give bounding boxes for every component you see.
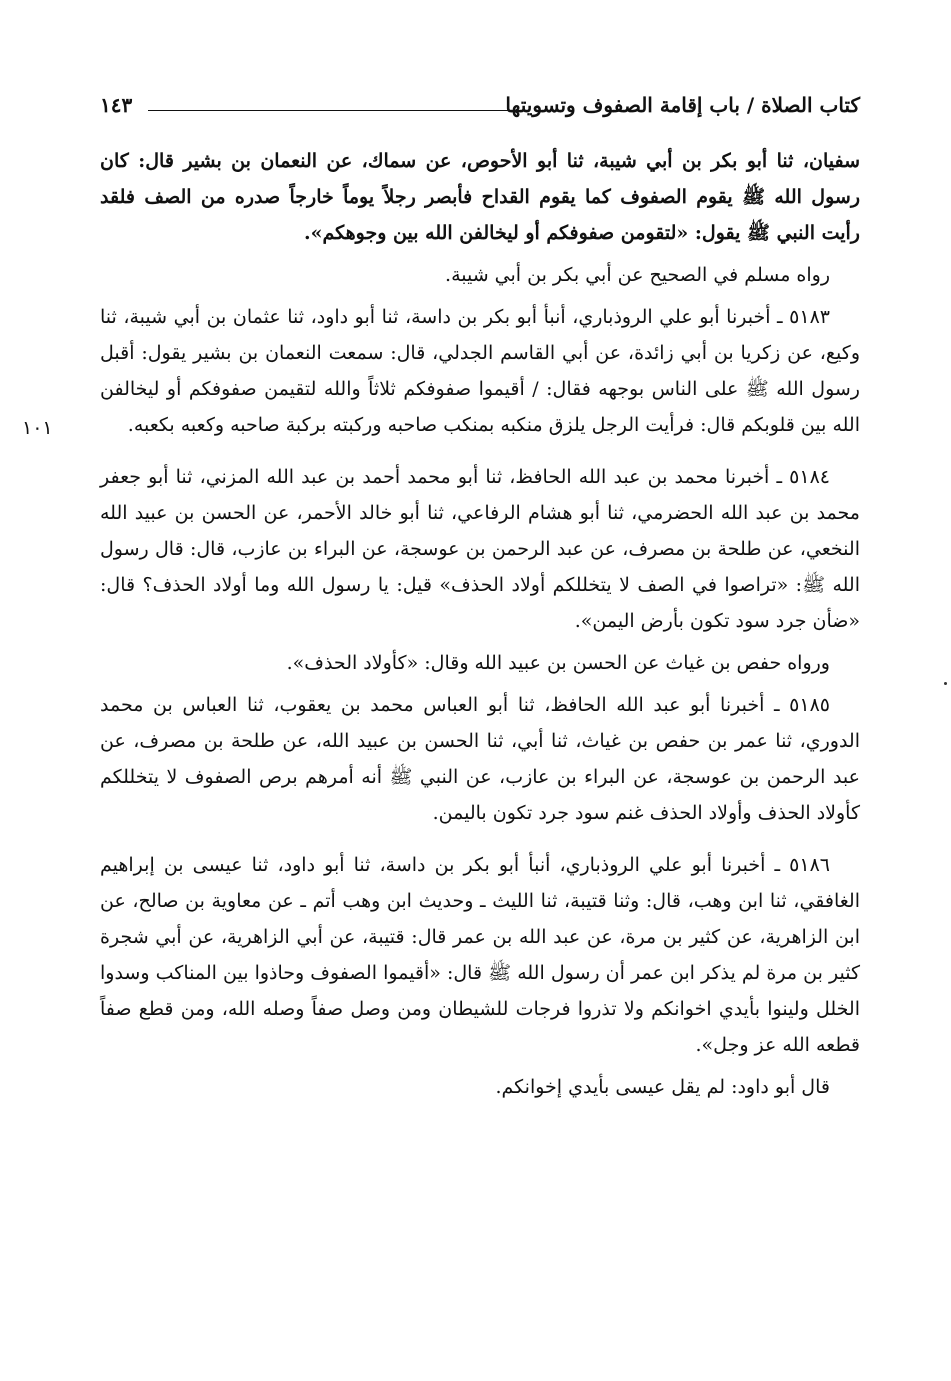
- paragraph-abu-dawud-note: قال أبو داود: لم يقل عيسى بأيدي إخوانكم.: [495, 1076, 830, 1098]
- page-header: [100, 88, 860, 122]
- page-number: ١٤٣: [100, 93, 133, 117]
- running-title: كتاب الصلاة / باب إقامة الصفوف وتسويتها: [505, 93, 860, 117]
- paragraph-continuation: سفيان، ثنا أبو بكر بن أبي شيبة، ثنا أبو الأحوص، عن سماك، عن النعمان بن بشير قال: كان رسول الله ﷺ يقوم الصفوف كما يقوم القداح فأبصر رجلاً يوماً خارجاً صدره من الصف فلقد رأيت النبي ﷺ يقول: «لتقومن صفوفكم أو ليخالفن الله بين وجوهكم».: [100, 150, 860, 244]
- paragraph-hadith-5186: ٥١٨٦ ـ أخبرنا أبو علي الروذباري، أنبأ أبو بكر بن داسة، ثنا أبو داود، ثنا عيسى بن إبراهيم الغافقي، ثنا ابن وهب، قال: وثنا قتيبة، ثنا الليث ـ وحديث ابن وهب أتم ـ عن معاوية بن صالح، عن ابن الزاهرية، عن كثير بن مرة، عن عبد الله بن عمر قال: قتيبة، عن أبي الزاهرية، عن أبي شجرة كثير بن مرة لم يذكر ابن عمر أن رسول الله ﷺ قال: «أقيموا الصفوف وحاذوا بين المناكب وسدوا الخلل ولينوا بأيدي اخوانكم ولا تذروا فرجات للشيطان ومن وصل صفاً وصله الله، ومن قطع صفاً قطعه الله عز وجل».: [100, 854, 860, 1056]
- paragraph-hadith-5185: ٥١٨٥ ـ أخبرنا أبو عبد الله الحافظ، ثنا أبو العباس محمد بن يعقوب، ثنا العباس بن محمد الدوري، ثنا عمر بن حفص بن غياث، ثنا أبي، ثنا الحسن بن عبيد الله، عن طلحة بن مصرف، عن عبد الرحمن بن عوسجة، عن البراء بن عازب، عن النبي ﷺ أنه أمرهم برص الصفوف لا يتخللكم كأولاد الحذف وأولاد الحذف غنم سود جرد تكون باليمن.: [100, 694, 860, 824]
- paragraph-riwayah-hafs: ورواه حفص بن غياث عن الحسن بن عبيد الله وقال: «كأولاد الحذف».: [286, 652, 830, 674]
- paragraph-hadith-5184: ٥١٨٤ ـ أخبرنا محمد بن عبد الله الحافظ، ثنا أبو محمد أحمد بن عبد الله المزني، ثنا أبو جعفر محمد بن عبد الله الحضرمي، ثنا أبو هشام الرفاعي، ثنا أبو خالد الأحمر، عن الحسن بن عبيد الله النخعي، عن طلحة بن مصرف، عن عبد الرحمن بن عوسجة، عن البراء بن عازب، قال: قال رسول الله ﷺ: «تراصوا في الصف لا يتخللكم أولاد الحذف» قيل: يا رسول الله وما أولاد الحذف؟ قال: «ضأن جرد سود تكون بأرض اليمن».: [100, 466, 860, 632]
- margin-page-reference: ١٠١: [22, 417, 53, 439]
- header-rule: [148, 110, 510, 111]
- margin-dot: [944, 682, 947, 685]
- body-text: [100, 143, 860, 1111]
- paragraph-hadith-5183: ٥١٨٣ ـ أخبرنا أبو علي الروذباري، أنبأ أبو بكر بن داسة، ثنا أبو داود، ثنا عثمان بن أبي شيبة، ثنا وكيع، عن زكريا بن أبي زائدة، عن أبي القاسم الجدلي، قال: سمعت النعمان بن بشير يقول: أقبل رسول الله ﷺ على الناس بوجهه فقال: / أقيموا صفوفكم ثلاثاً والله لتقيمن صفوفكم أو ليخالفن الله بين قلوبكم قال: فرأيت الرجل يلزق منكبه بمنكب صاحبه وركبته بركبة صاحبه وكعبه بكعبه.: [100, 306, 860, 436]
- paragraph-riwayah-muslim: رواه مسلم في الصحيح عن أبي بكر بن أبي شيبة.: [445, 264, 830, 286]
